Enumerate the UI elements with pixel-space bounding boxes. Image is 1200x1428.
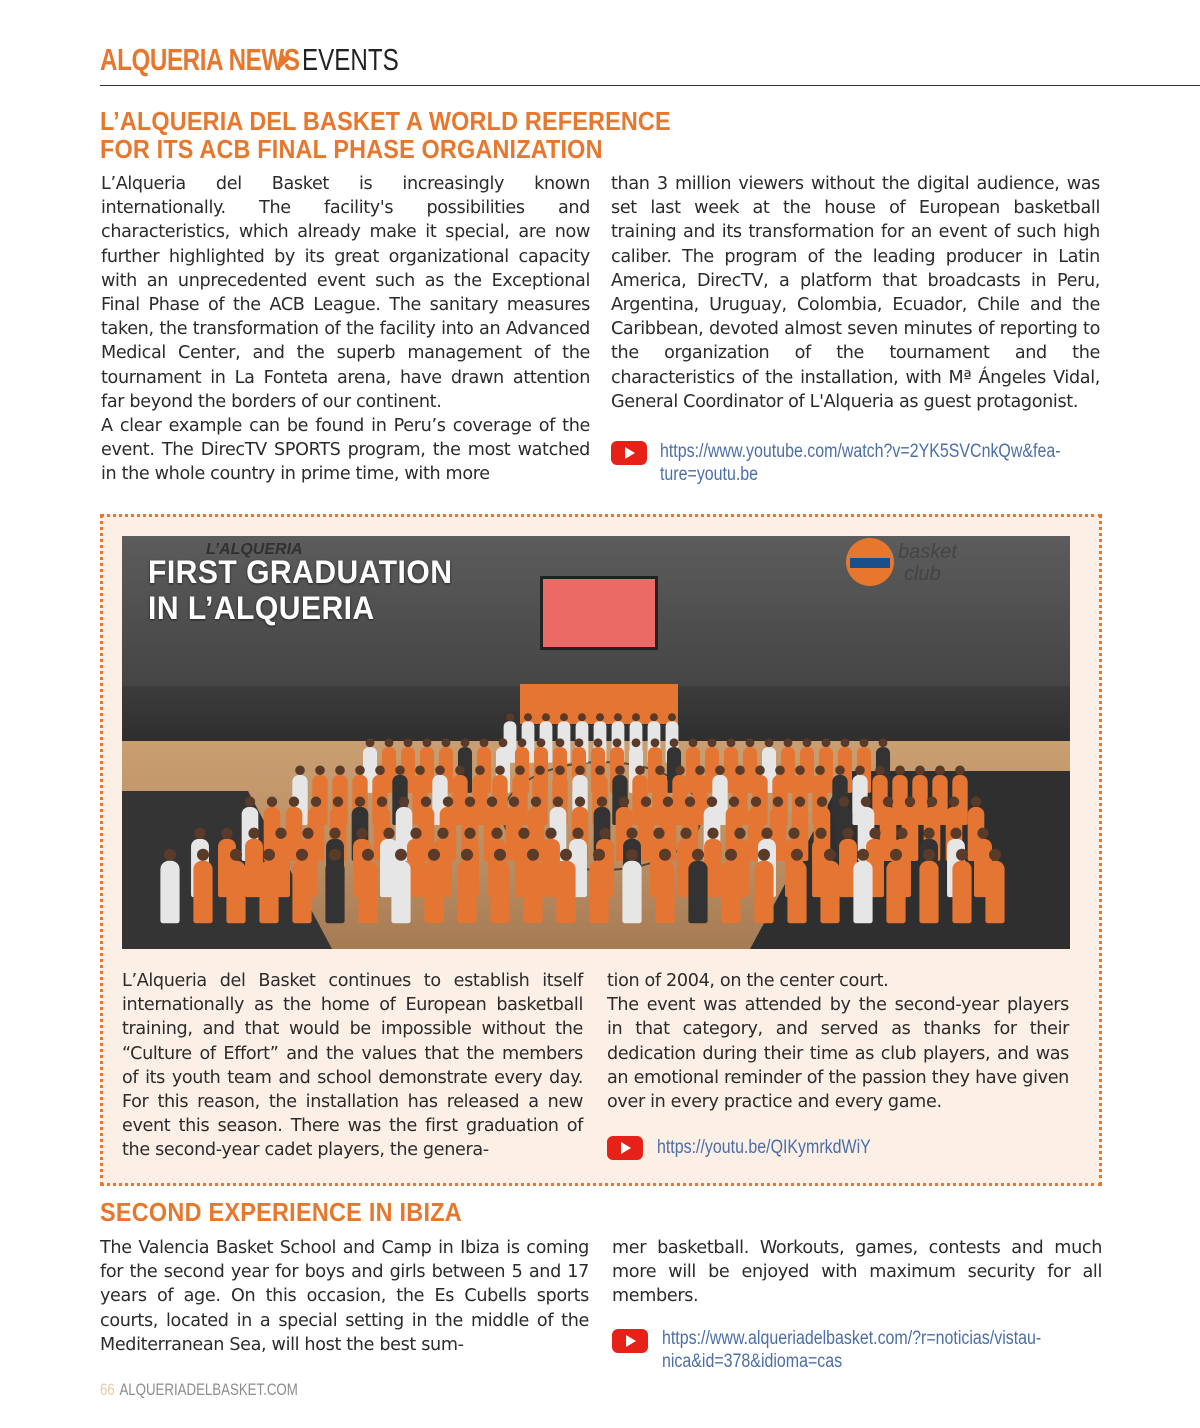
article1-title [100, 107, 676, 163]
article3-column-2 [612, 1236, 1102, 1309]
article3-column-1 [100, 1236, 589, 1357]
valencia-basket-club-logo [846, 538, 966, 596]
article2-paragraph: The event was attended by the second-year players in that category, and served as thanks for their dedication during their time as club players, and was an emotional reminder of the passion they have given over in every practice and every game. [607, 995, 1069, 1113]
youtube-play-icon [612, 1329, 648, 1353]
article2-column-1 [122, 969, 583, 1163]
article2-video-link[interactable] [607, 1136, 1057, 1160]
article1-paragraph: L’Alqueria del Basket is increasingly known internationally. The facility's possibilities and characteristics, which already make it special, are now further highlighted by its great organizational capacity with an unprecedented event such as the Exceptional Final Phase of the ACB League. The sanitary measures taken, the transformation of the facility into an Advanced Medical Center, and the superb management of the tournament in La Fonteta arena, have drawn attention far beyond the borders of our continent. [101, 174, 590, 412]
page-footer [100, 1380, 298, 1400]
article3-link-text[interactable]: https://www.alqueriadelbasket.com/?r=noticias/vistau- nica&id=378&idioma=cas [662, 1328, 1042, 1372]
youtube-play-icon [611, 441, 647, 465]
article1-title-line2: FOR ITS ACB FINAL PHASE ORGANIZATION [100, 134, 603, 164]
subsection-title: EVENTS [302, 42, 399, 77]
page-number: 66 [100, 1380, 115, 1399]
article1-column-1 [101, 172, 590, 487]
article2-paragraph: L’Alqueria del Basket continues to establish itself internationally as the home of European basketball training, and that would be impossible without the “Culture of Effort” and the values that the members of its youth team and school demonstrate every day. For this reason, the installation has released a new event this season. There was the first graduation of the second-year cadet players, the genera- [122, 971, 583, 1161]
article2-paragraph: tion of 2004, on the center court. [607, 971, 889, 991]
svg-text:L’ALQUERIA: L’ALQUERIA [206, 541, 303, 558]
article2-column-2 [607, 969, 1069, 1114]
article1-link-text[interactable]: https://www.youtube.com/watch?v=2YK5SVCnkQw&fea- ture=youtu.be [660, 441, 1061, 485]
article2-link-text[interactable]: https://youtu.be/QIKymrkdWiY [657, 1137, 871, 1158]
page-header [100, 42, 1200, 86]
graduation-title-line2: IN L’ALQUERIA [148, 590, 375, 626]
article3-paragraph: mer basketball. Workouts, games, contests and much more will be enjoyed with maximum security for all members. [612, 1238, 1102, 1307]
article1-paragraph: than 3 million viewers without the digital audience, was set last week at the house of European basketball training and its transformation for an event of such high caliber. The program of the leading producer in Latin America, DirecTV, a platform that broadcasts in Peru, Argentina, Uruguay, Colombia, Ecuador, Chile and the Caribbean, devoted almost seven minutes of reporting to the organization of the tournament and the characteristics of the installation, with Mª Ángeles Vidal, General Coordinator of L'Alqueria as guest protagonist. [611, 174, 1100, 412]
article3-title: SECOND EXPERIENCE IN IBIZA [100, 1197, 462, 1227]
svg-text:club: club [904, 563, 941, 585]
graduation-title [148, 554, 452, 626]
youtube-play-icon [607, 1136, 643, 1160]
article1-video-link[interactable] [611, 440, 1180, 486]
svg-text:basket: basket [898, 541, 957, 563]
article3-paragraph: The Valencia Basket School and Camp in Ibiza is coming for the second year for boys and girls between 5 and 17 years of age. On this occasion, the Es Cubells sports courts, located in a special setting in the middle of the Mediterranean Sea, will host the best sum- [100, 1238, 589, 1355]
article1-column-2 [611, 172, 1100, 414]
arena-screen [540, 576, 658, 650]
section-title: ALQUERIA NEWS [100, 42, 300, 77]
caret-right-icon [280, 52, 289, 68]
article1-paragraph: A clear example can be found in Peru’s coverage of the event. The DirecTV SPORTS program, the most watched in the whole country in prime time, with more [101, 416, 590, 485]
article3-web-link[interactable] [612, 1327, 1182, 1373]
footer-site: ALQUERIADELBASKET.COM [119, 1380, 298, 1399]
article1-title-line1: L’ALQUERIA DEL BASKET A WORLD REFERENCE [100, 106, 671, 136]
graduation-title-line1: FIRST GRADUATION [148, 554, 453, 590]
